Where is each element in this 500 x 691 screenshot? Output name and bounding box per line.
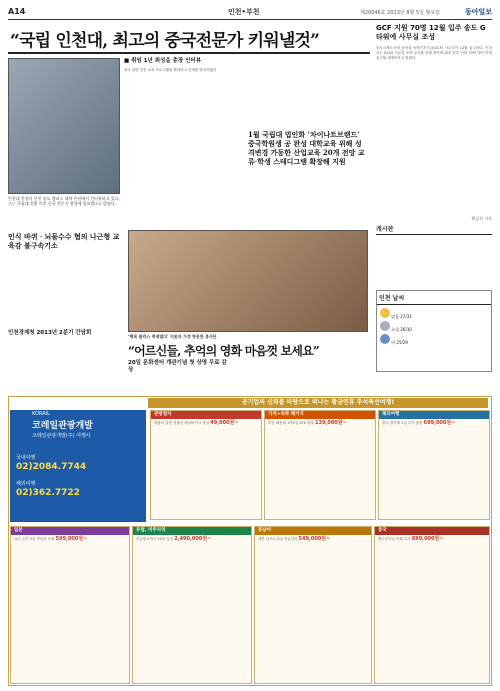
rain-icon bbox=[380, 334, 390, 344]
gcf-article bbox=[376, 24, 492, 222]
weather-item-1: 맑음 27/31 bbox=[380, 308, 488, 321]
president-photo bbox=[8, 58, 120, 194]
cloud-icon bbox=[380, 321, 390, 331]
weather-item-3: 비 25/29 bbox=[380, 334, 488, 347]
brand-name: 코레일관광개발 bbox=[32, 421, 93, 431]
ad-top-banner: 공기업의 신뢰를 바탕으로 떠나는 황금연휴 추석특선여행! bbox=[148, 398, 488, 408]
tour-cell-body: 큐슈 온천 3일 전일정 포함 599,000원~ bbox=[14, 536, 88, 542]
tel-2[interactable]: 02)362.7722 bbox=[16, 488, 80, 498]
section-title: 인천•부천 bbox=[228, 8, 260, 16]
korail-brand-box[interactable] bbox=[10, 410, 146, 522]
second-article-subhead: 인천경제청 2013년 2분기 간담회 bbox=[8, 330, 92, 336]
notice-box bbox=[376, 224, 492, 291]
weather-item-2: 흐림 26/30 bbox=[380, 321, 488, 334]
paper-logo: 동아일보 bbox=[464, 8, 492, 16]
col3-subhead: 1월 국립대 법인화 ‘차이나트브랜드’ 중국학원생 공 완성 대학교육 위해 성격변경 가동한 산업교육 20개 전망 교류·학생 스테디그램 확장해 지원 bbox=[248, 130, 365, 166]
notice-body bbox=[376, 235, 492, 291]
tour-cell[interactable] bbox=[374, 526, 490, 684]
sun-icon bbox=[380, 308, 390, 318]
feature-photo-caption: ‘행복 플러스 축제열다’ 지원자 가정 방문한 봉사단 bbox=[128, 334, 217, 339]
tour-cell-body: 서유럽 4개국 10일 일정 2,490,000원~ bbox=[136, 536, 212, 542]
main-headline: “국립 인천대, 최고의 중국전문가 키워낼것” bbox=[10, 31, 320, 51]
tour-cell-body: 청량리 출발 경춘선 레일바이크 당일 49,000원~ bbox=[154, 420, 239, 426]
tel-1[interactable]: 02)2084.7744 bbox=[16, 462, 87, 472]
page-number: A14 bbox=[8, 7, 26, 16]
col1-text: 중국 관련 전문 교육 프로그램을 확대하고 인재를 양성하겠다 bbox=[124, 68, 217, 72]
tour-cell-head: 일본 bbox=[11, 527, 129, 535]
col2-body bbox=[248, 58, 368, 128]
tel-label-1: 국내여행 bbox=[16, 455, 36, 461]
feature-subhead: 20일 문화센터 개관기념 첫 상영 무료 감상 bbox=[128, 360, 227, 373]
tour-cell-price: 599,000원~ bbox=[55, 536, 88, 542]
tour-cell-head: 해외여행 bbox=[379, 411, 489, 419]
page-header bbox=[8, 6, 492, 20]
tour-cell-body: 세부 리조트 5일 자유일정 549,000원~ bbox=[258, 536, 331, 542]
tour-cell-body: 백두산 5일 산행 특가 899,000원~ bbox=[378, 536, 444, 542]
tour-cell-price: 899,000원~ bbox=[411, 536, 444, 542]
notice-title: 게시판 bbox=[376, 224, 492, 235]
tour-cell-body: 부산 해운대 1박2일 KTX 왕복 139,000원~ bbox=[268, 420, 347, 426]
gcf-body: 송도국제도시에 들어설 녹색기후기금(GCF) 사무국이 12월 입주한다. 인천시는 G타워 사무실 조성 공사를 진행 중이며 GCF 본부 인력 70여 명이 연내 입주할 예정이라고 밝혔다. bbox=[376, 46, 492, 60]
tour-cell[interactable] bbox=[264, 410, 376, 520]
tour-cell-price: 139,000원~ bbox=[315, 420, 347, 426]
tour-cell-head: 관광열차 bbox=[151, 411, 261, 419]
byline: 황금천 기자 bbox=[471, 216, 492, 221]
tour-cell-head: 중국 bbox=[375, 527, 489, 535]
tour-cell-price: 699,000원~ bbox=[423, 420, 456, 426]
feature-title: “어르신들, 추억의 영화 마음껏 보세요” bbox=[128, 344, 319, 358]
brand-sub: 코레일관광개발(주) 여행사 bbox=[32, 433, 91, 439]
photo-caption: 인천대 총장이 인천 송도 캠퍼스 대학 본관에서 인터뷰하고 있다. 그는 국립대 전환 이후 중국 전문가 양성에 힘쓰겠다고 밝혔다. bbox=[8, 196, 120, 207]
group-photo bbox=[128, 230, 368, 332]
tour-cell-head: 유럽, 미주지역 bbox=[133, 527, 251, 535]
tour-cell-body: 중국 장가계 5일 특가 출발 699,000원~ bbox=[382, 420, 456, 426]
weather-box bbox=[376, 290, 492, 372]
col1-body bbox=[124, 68, 244, 218]
headline-rule bbox=[8, 52, 370, 54]
col1-subhead: ■ 취임 1년 최성을 총장 인터뷰 bbox=[124, 58, 202, 64]
brand-en: KORAIL bbox=[32, 411, 50, 417]
gcf-title: GCF 지원 70명 12월 입주 송도 G타워에 사무실 조성 bbox=[376, 24, 486, 41]
tour-cell-price: 2,490,000원~ bbox=[174, 536, 212, 542]
tour-cell-price: 549,000원~ bbox=[298, 536, 331, 542]
tour-cell-head: 동남아 bbox=[255, 527, 371, 535]
tour-cell[interactable] bbox=[254, 526, 372, 684]
second-article-title: 인식 바퀴‧뇌물수수 혐의 나근형 교육감 불구속기소 bbox=[8, 232, 120, 250]
weather-title: 인천 날씨 bbox=[377, 291, 491, 305]
tour-cell-price: 49,000원~ bbox=[210, 420, 239, 426]
issue-meta: 제20046호 2013년 8월 5일 월요일 bbox=[360, 10, 440, 16]
tour-cell-head: 기차+숙박 패키지 bbox=[265, 411, 375, 419]
second-article-body bbox=[8, 256, 124, 326]
tour-cell[interactable] bbox=[150, 410, 262, 520]
tour-cell[interactable] bbox=[378, 410, 490, 520]
tour-cell[interactable] bbox=[10, 526, 130, 684]
tour-cell[interactable] bbox=[132, 526, 252, 684]
tel-label-2: 해외여행 bbox=[16, 481, 36, 487]
